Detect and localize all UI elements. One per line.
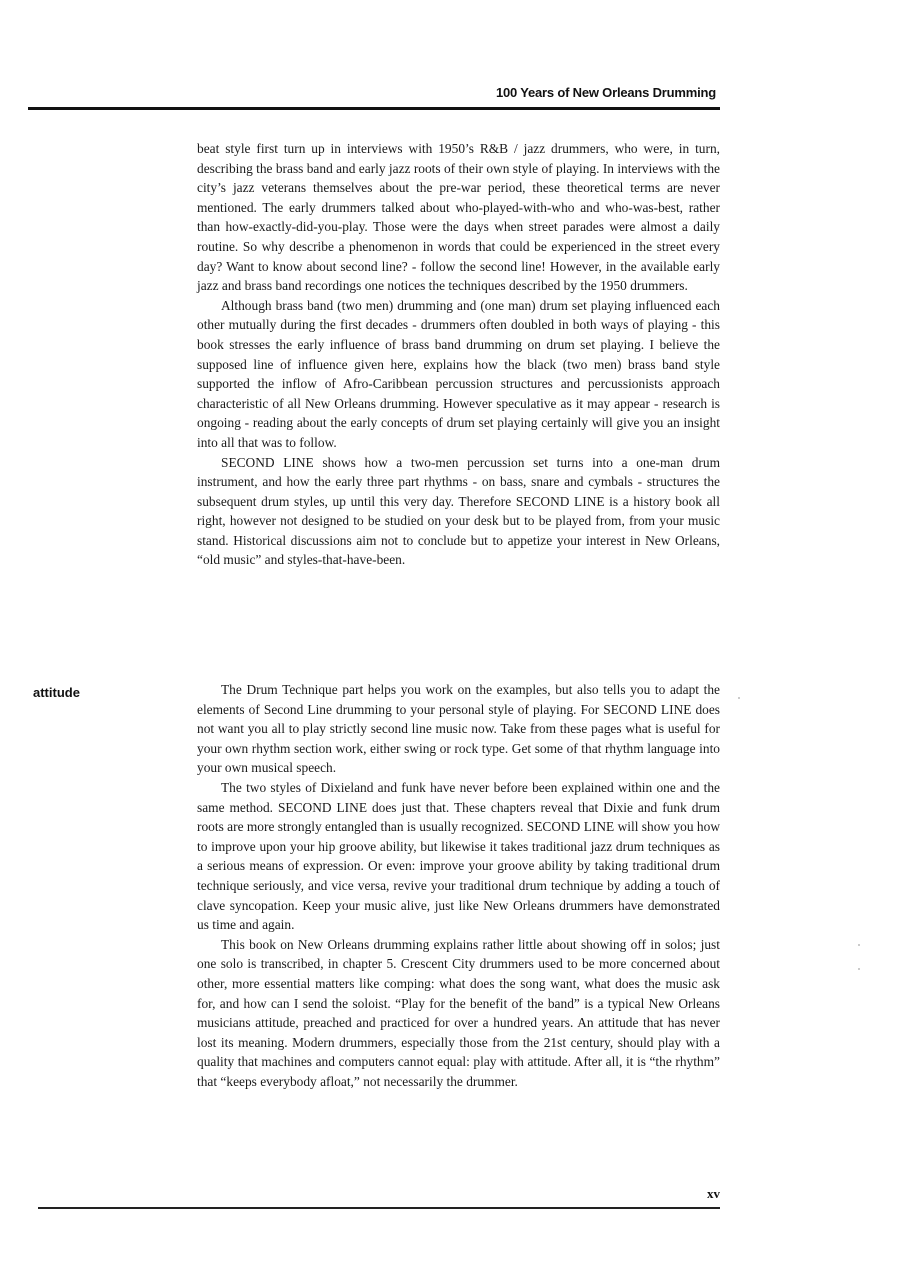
paragraph: This book on New Orleans drumming explains rather little about showing off in solos; just one solo is transcribed, in chapter 5. Crescent City drummers used to be more concerned about other, more essential matters like comping: what does the song want, what does the music ask for, and how can I send the soloist. “Play for the benefit of the band” is a typical New Orleans musicians attitude, preached and practiced for over a hundred years. An attitude that has never lost its meaning. Modern drummers, especially those from the 21st century, should play with a quality that machines and computers cannot equal: play with attitude. After all, it is “the rhythm” that “keeps everybody afloat,” not necessarily the drummer. [197, 936, 720, 1089]
paragraph: Although brass band (two men) drumming and (one man) drum set playing influenced each other mutually during the first decades - drummers often doubled in both ways of playing - this book stresses the early influence of brass band drumming on drum set playing. I believe the supposed line of influence given here, explains how the black (two men) brass band style supported the inflow of Afro-Caribbean percussion structures and percussionists approach characteristic of all New Orleans drumming. However speculative as it may appear - research is ongoing - reading about the early concepts of drum set playing certainly will give you an insight into all that was to follow. [197, 297, 720, 450]
scan-speck [858, 944, 860, 946]
scan-speck [858, 968, 860, 970]
scan-speck [738, 697, 740, 699]
body-section-1 [197, 139, 720, 570]
running-header-title: 100 Years of New Orleans Drumming [495, 85, 716, 100]
margin-heading-attitude: attitude [33, 685, 80, 700]
footer-rule [38, 1207, 720, 1209]
paragraph: beat style first turn up in interviews with 1950’s R&B / jazz drummers, who were, in turn, describing the brass band and early jazz roots of their own style of playing. In interviews with the city’s jazz veterans themselves about the pre-war period, these theoretical terms are never mentioned. The early drummers talked about who-played-with-who and who-was-best, rather than how-exactly-did-you-play. Those were the days when street parades were almost a daily routine. So why describe a phenomenon in words that could be experienced in the street every day? Want to know about second line? - follow the second line! However, in the available early jazz and brass band recordings one notices the techniques described by the 1950 drummers. [197, 141, 720, 294]
paragraph: SECOND LINE shows how a two-men percussion set turns into a one-man drum instrument, and how the early three part rhythms - on bass, snare and cymbals - structures the subsequent drum styles, up until this very day. Therefore SECOND LINE is a history book all right, however not designed to be studied on your desk but to be played from, from your music stand. Historical discussions aim not to conclude but to appetize your interest in New Orleans, “old music” and styles-that-have-been. [197, 454, 720, 568]
page-number: xv [707, 1186, 720, 1201]
paragraph: The two styles of Dixieland and funk have never before been explained within one and the same method. SECOND LINE does just that. These chapters reveal that Dixie and funk drum roots are more strongly entangled than is usually recognized. SECOND LINE will show you how to improve upon your hip groove ability, but likewise it takes traditional jazz drum techniques as a serious means of expression. Or even: improve your groove ability by taking traditional drum technique seriously, and vice versa, revive your traditional drum technique by adding a touch of clave syncopation. Keep your music alive, just like New Orleans drummers have demonstrated us time and again. [197, 779, 720, 933]
body-section-2 [197, 680, 720, 1091]
header-rule [28, 107, 720, 110]
paragraph: The Drum Technique part helps you work on the examples, but also tells you to adapt the elements of Second Line drumming to your personal style of playing. For SECOND LINE does not want you all to play strictly second line music now. Take from these pages what is useful for your own rhythm section work, either swing or rock type. Get some of that rhythm language into your own musical speech. [197, 682, 720, 776]
